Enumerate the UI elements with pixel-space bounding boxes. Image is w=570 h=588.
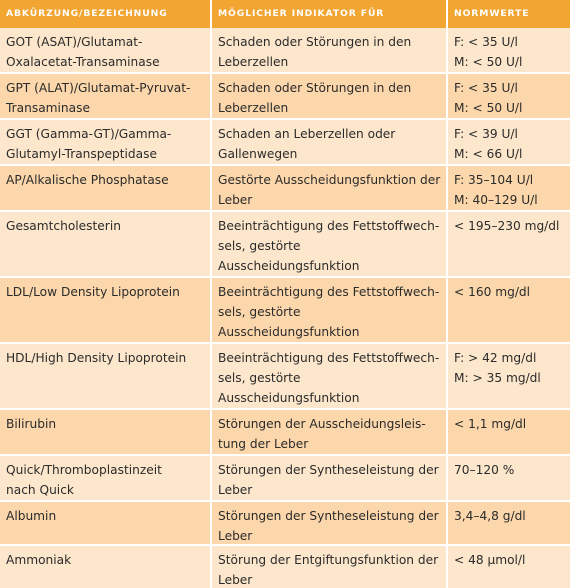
row-divider (0, 544, 570, 546)
cell-normal-value: F: 35–104 U/l M: 40–129 U/l (454, 173, 538, 207)
row-divider (0, 276, 570, 278)
cell-name: Gesamtcholesterin (6, 219, 121, 233)
cell-name: Bilirubin (6, 417, 57, 431)
cell-indicator: Beeinträchtigung des Fettstoffwech- sels, gestörte Ausscheidungsfunktion (218, 285, 440, 339)
table-header (0, 0, 570, 28)
table-row (0, 28, 570, 72)
cell-normal-value: F: < 35 U/l M: < 50 U/l (454, 35, 523, 69)
table-row (0, 278, 570, 342)
row-divider (0, 118, 570, 120)
cell-normal-value: F: < 35 U/l M: < 50 U/l (454, 81, 523, 115)
cell-indicator: Schaden oder Störungen in den Leberzellen (218, 35, 412, 69)
table-row (0, 344, 570, 408)
table-row (0, 212, 570, 276)
cell-name: GGT (Gamma-GT)/Gamma- Glutamyl-Transpeptidase (6, 127, 172, 161)
cell-name: Ammoniak (6, 553, 72, 567)
cell-indicator: Störungen der Syntheseleistung der Leber (218, 463, 439, 497)
row-divider (0, 500, 570, 502)
row-divider (0, 454, 570, 456)
cell-normal-value: < 195–230 mg/dl (454, 219, 560, 233)
cell-normal-value: 3,4–4,8 g/dl (454, 509, 526, 523)
cell-name: GPT (ALAT)/Glutamat-Pyruvat- Transaminase (6, 81, 191, 115)
cell-name: Quick/Thromboplastinzeit nach Quick (6, 463, 162, 497)
cell-indicator: Gestörte Ausscheidungsfunktion der Leber (218, 173, 441, 207)
row-divider (0, 72, 570, 74)
cell-indicator: Beeinträchtigung des Fettstoffwech- sels, gestörte Ausscheidungsfunktion (218, 351, 440, 405)
cell-name: LDL/Low Density Lipoprotein (6, 285, 180, 299)
cell-indicator: Störungen der Syntheseleistung der Leber (218, 509, 439, 543)
table-row (0, 546, 570, 588)
cell-name: Albumin (6, 509, 57, 523)
cell-normal-value: < 1,1 mg/dl (454, 417, 527, 431)
cell-indicator: Beeinträchtigung des Fettstoffwech- sels, gestörte Ausscheidungsfunktion (218, 219, 440, 273)
header-indicator: MÖGLICHER INDIKATOR FÜR (218, 8, 385, 19)
header-normal-values: NORMWERTE (454, 8, 530, 19)
cell-name: HDL/High Density Lipoprotein (6, 351, 187, 365)
table-row (0, 120, 570, 164)
cell-indicator: Störung der Entgiftungsfunktion der Leber (218, 553, 439, 587)
cell-normal-value: F: > 42 mg/dl M: > 35 mg/dl (454, 351, 541, 385)
table-row (0, 502, 570, 544)
table-row (0, 166, 570, 210)
cell-normal-value: F: < 39 U/l M: < 66 U/l (454, 127, 523, 161)
cell-name: GOT (ASAT)/Glutamat- Oxalacetat-Transaminase (6, 35, 160, 69)
table-row (0, 456, 570, 500)
table-row (0, 410, 570, 454)
cell-indicator: Schaden oder Störungen in den Leberzellen (218, 81, 412, 115)
cell-name: AP/Alkalische Phosphatase (6, 173, 169, 187)
cell-normal-value: 70–120 % (454, 463, 515, 477)
cell-normal-value: < 160 mg/dl (454, 285, 531, 299)
cell-indicator: Störungen der Ausscheidungsleis- tung der Leber (218, 417, 426, 451)
row-divider (0, 210, 570, 212)
row-divider (0, 342, 570, 344)
cell-normal-value: < 48 µmol/l (454, 553, 526, 567)
table-row (0, 74, 570, 118)
row-divider (0, 408, 570, 410)
cell-indicator: Schaden an Leberzellen oder Gallenwegen (218, 127, 396, 161)
header-abbreviation: ABKÜRZUNG/BEZEICHNUNG (6, 8, 168, 19)
row-divider (0, 164, 570, 166)
